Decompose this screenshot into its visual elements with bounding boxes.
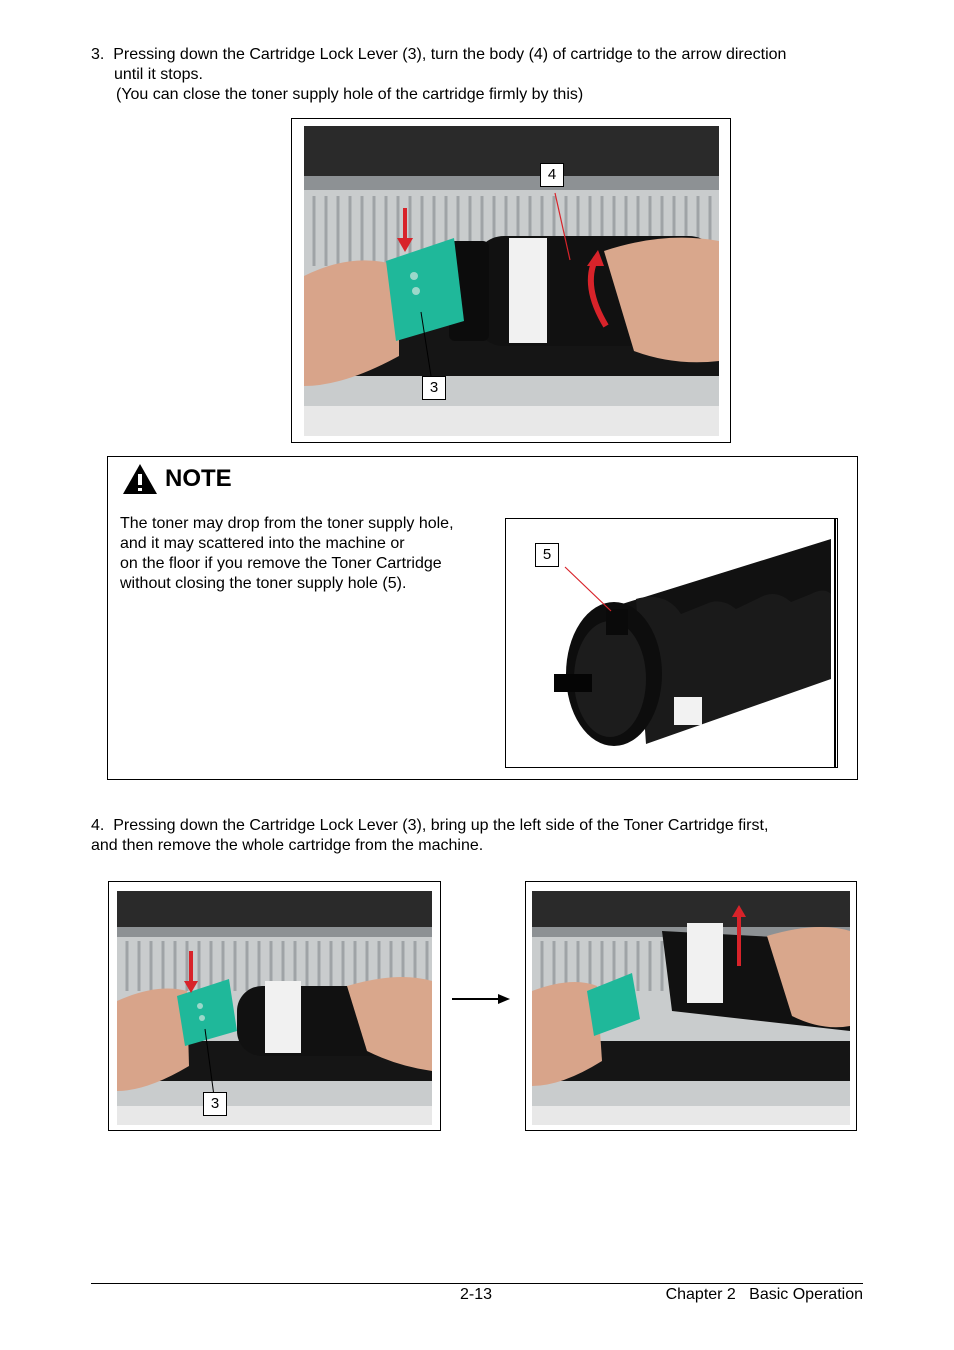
step4-photo-left-frame bbox=[108, 881, 441, 1131]
step3-line1: Pressing down the Cartridge Lock Lever (3), turn the body (4) of cartridge to the arrow direction bbox=[113, 46, 787, 63]
note-title: NOTE bbox=[165, 465, 232, 492]
step3-callout-4: 4 bbox=[540, 163, 564, 187]
step3-callout-3: 3 bbox=[422, 376, 446, 400]
footer-rule bbox=[91, 1283, 863, 1284]
step3-text-line1 bbox=[91, 45, 786, 65]
chapter-title: Chapter 2 Basic Operation bbox=[665, 1286, 863, 1303]
step3-line3: (You can close the toner supply hole of the cartridge firmly by this) bbox=[116, 86, 584, 103]
step4-number: 4. bbox=[91, 817, 105, 834]
step3-line2: until it stops. bbox=[114, 66, 203, 83]
step4-photo-right bbox=[532, 891, 850, 1125]
note-line: and it may scattered into the machine or bbox=[120, 535, 405, 552]
note-box bbox=[107, 456, 858, 780]
step4-photo-right-frame bbox=[525, 881, 857, 1131]
note-photo-frame bbox=[505, 518, 838, 768]
step4-photo-left bbox=[117, 891, 432, 1125]
note-line: The toner may drop from the toner supply hole, bbox=[120, 515, 454, 532]
step3-photo bbox=[304, 126, 719, 436]
step4-callout-3: 3 bbox=[203, 1092, 227, 1116]
note-body bbox=[120, 514, 454, 594]
step4-line1: Pressing down the Cartridge Lock Lever (3), bring up the left side of the Toner Cartridge first, bbox=[113, 817, 769, 834]
page-number: 2-13 bbox=[460, 1286, 493, 1303]
note-line: on the floor if you remove the Toner Cartridge bbox=[120, 555, 442, 572]
step3-number: 3. bbox=[91, 46, 105, 63]
step4-text-line1 bbox=[91, 816, 768, 836]
note-line: without closing the toner supply hole (5). bbox=[120, 575, 407, 592]
step4-line2: and then remove the whole cartridge from the machine. bbox=[91, 837, 484, 854]
note-callout-5: 5 bbox=[535, 543, 559, 567]
next-arrow-icon bbox=[452, 992, 512, 1006]
warning-icon bbox=[122, 463, 158, 495]
step3-photo-frame bbox=[291, 118, 731, 443]
